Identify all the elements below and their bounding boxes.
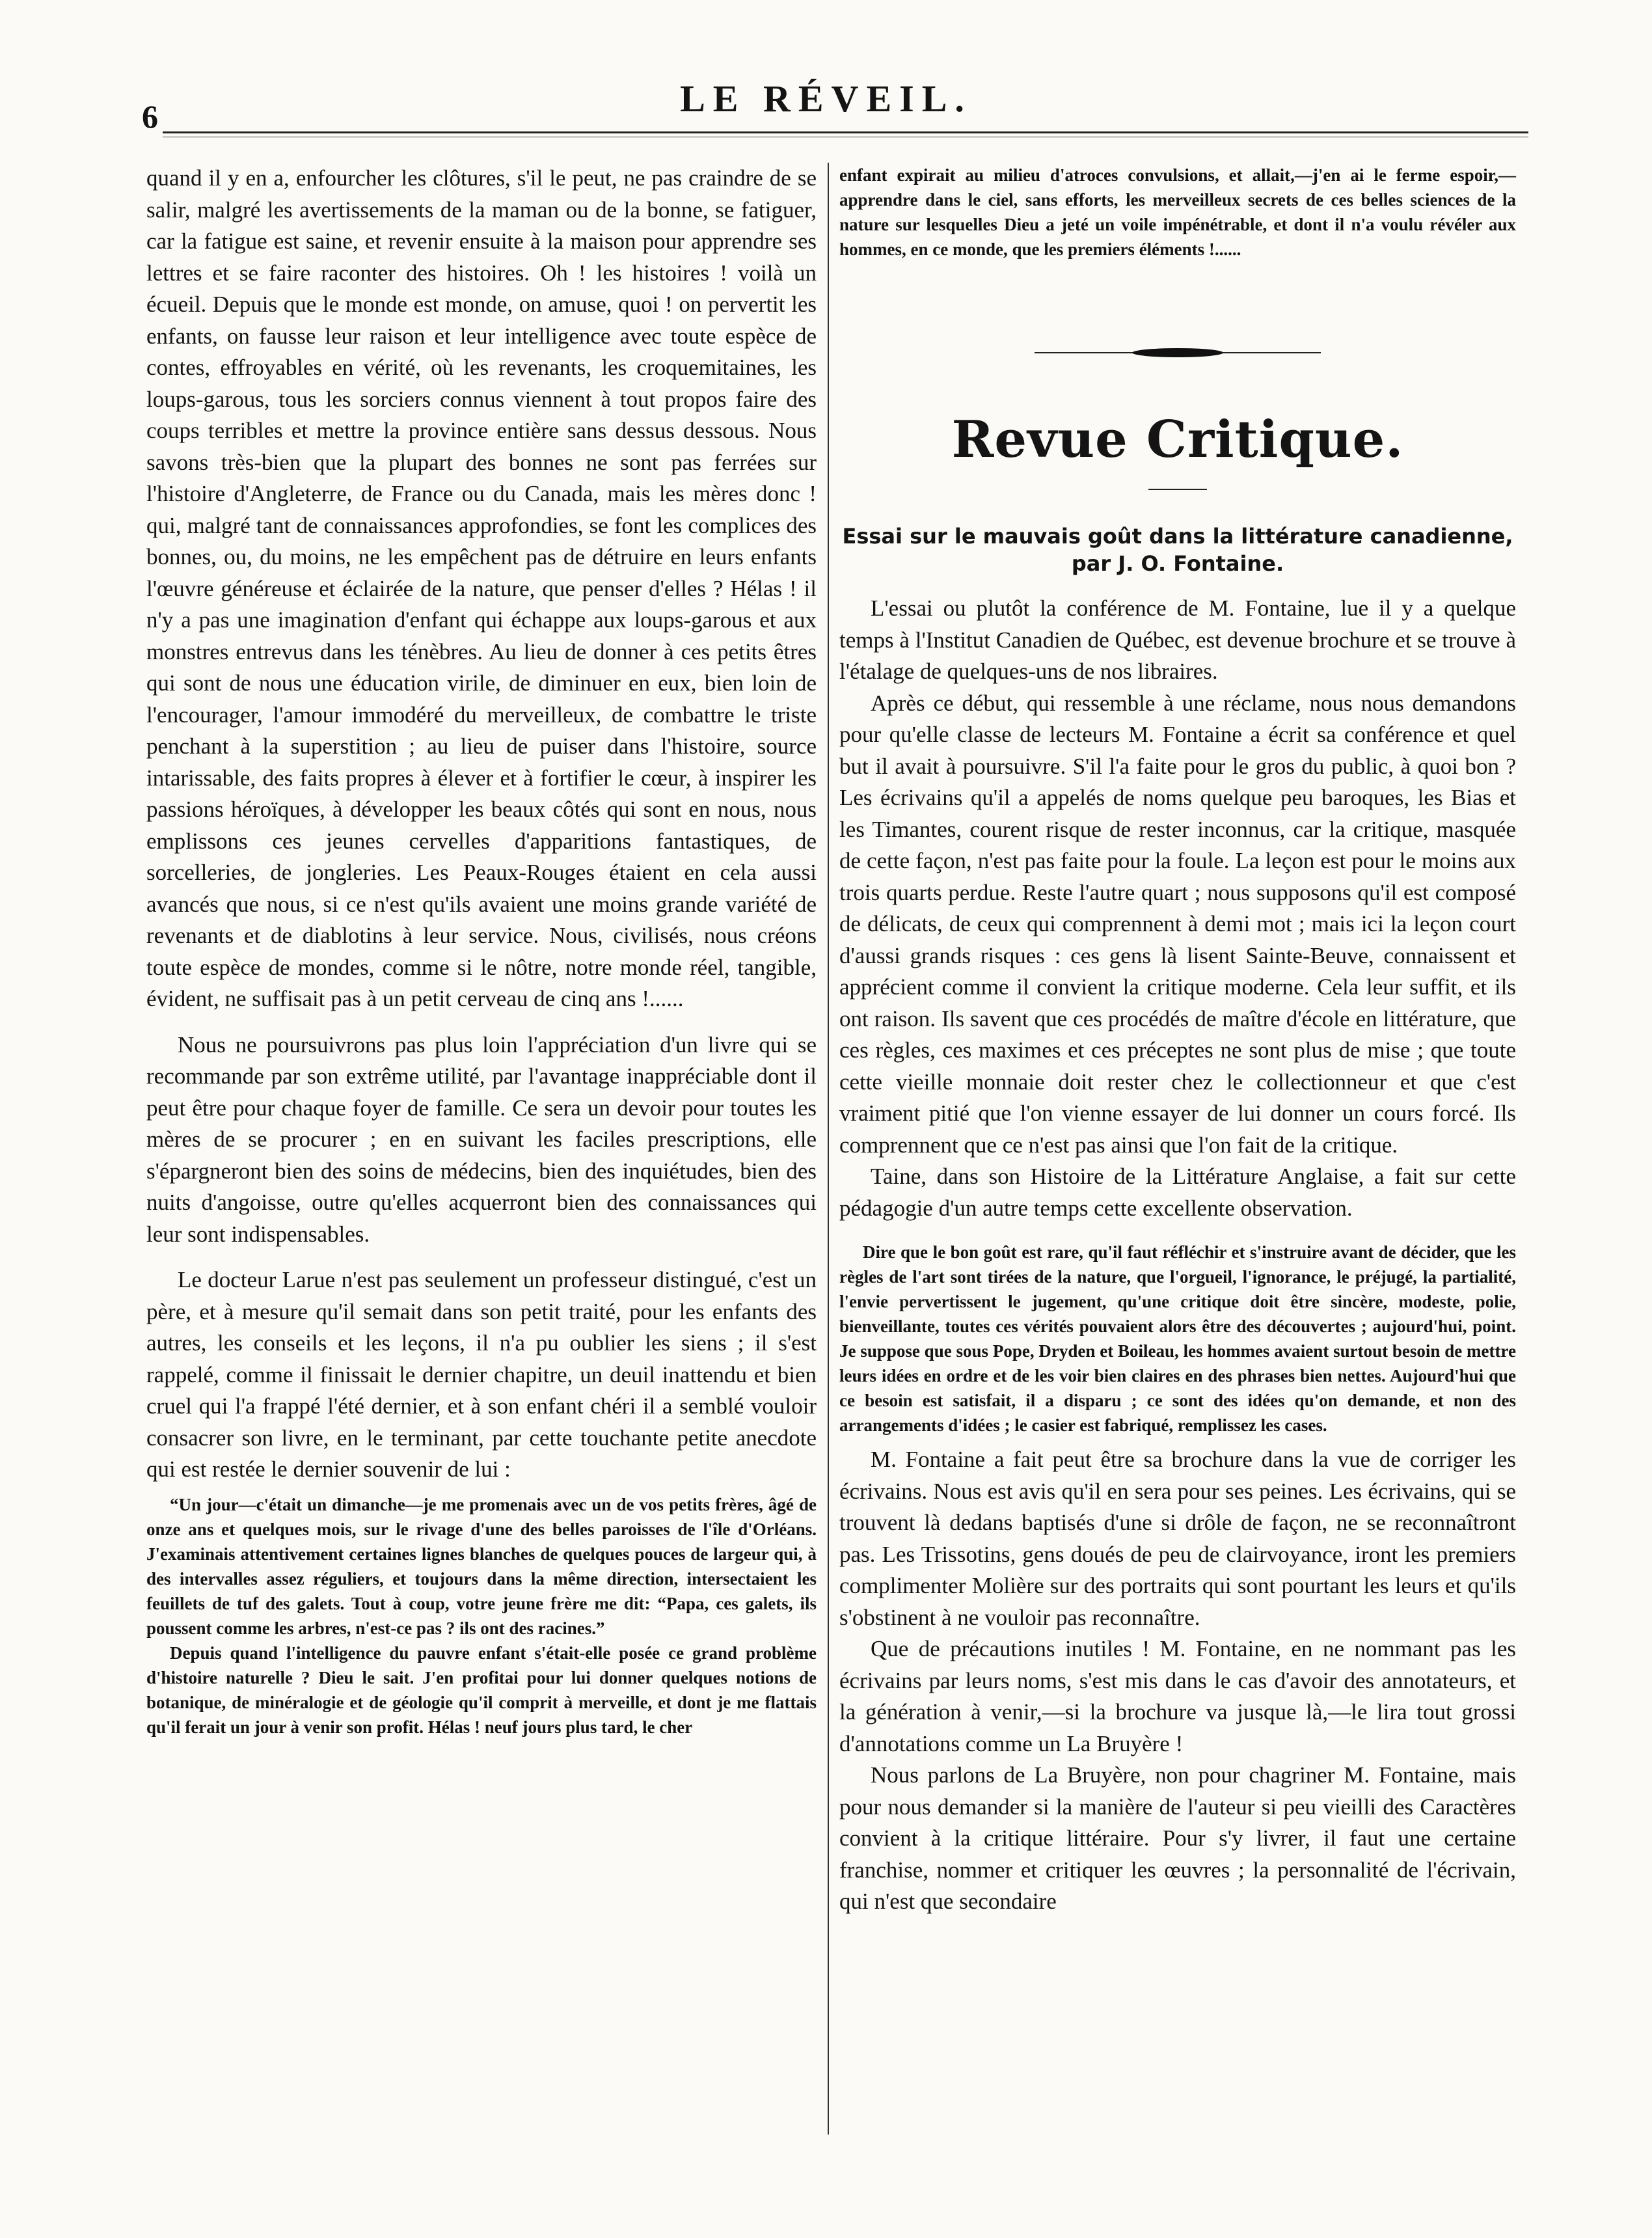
- right-paragraph-1: L'essai ou plutôt la conférence de M. Fontaine, lue il y a quelque temps à l'Institut Canadien de Québec, est devenue brochure et se trouve à l'étalage de quelques-uns de nos libraires.: [839, 595, 1516, 684]
- anecdote-quote-part-2: Depuis quand l'intelligence du pauvre enfant s'était-elle posée ce grand problème d'histoire naturelle ? Dieu le sait. J'en profitai pour lui donner quelques notions de botanique, de minéralogie et de géologie qu'il comprit à merveille, et dont je me flattais qu'il ferait un jour à venir son profit. Hélas ! neuf jours plus tard, le cher: [146, 1643, 817, 1737]
- taine-quote: [839, 1240, 1516, 1438]
- column-divider: [828, 163, 829, 2135]
- masthead-title: LE RÉVEIL.: [680, 77, 972, 120]
- title-rule: [1148, 489, 1207, 490]
- taine-quote-text: Dire que le bon goût est rare, qu'il faut réfléchir et s'instruire avant de décider, que les règles de l'art sont tirées de la nature, que l'orgueil, l'ignorance, le préjugé, la partialité, l'envie pervertissent le jugement, qu'une critique doit être sincère, modeste, polie, bienveillante, toutes ces vérités pouvaient alors être des découvertes ; aujourd'hui, point. Je suppose que sous Pope, Dryden et Boileau, les hommes avaient surtout besoin de mettre leurs idées en ordre et de les voir bien claires en des phrases bien nettes. Aujourd'hui que ce besoin est satisfait, il a disparu ; ce sont des idées qu'on demande, et non des arrangements d'idées ; le casier est fabriqué, remplissez les cases.: [839, 1242, 1516, 1435]
- anecdote-quote-part-1: “Un jour—c'était un dimanche—je me promenais avec un de vos petits frères, âgé de onze ans et quelques mois, sur le rivage d'une des belles paroisses de l'île d'Orléans. J'examinais attentivement certaines lignes blanches de quelques pouces de largeur qui, à des intervalles assez réguliers, et toujours dans la même direction, intersectaient les feuillets de tuf des galets. Tout à coup, votre jeune frère me dit: “Papa, ces galets, ils poussent comme les arbres, n'est-ce pas ? ils ont des racines.”: [146, 1494, 817, 1638]
- left-paragraph-2: Nous ne poursuivrons pas plus loin l'appréciation d'un livre qui se recommande par son extrême utilité, par l'avantage inappréciable dont il peut être pour chaque foyer de famille. Ce sera un devoir pour toutes les mères de se procurer ; en en suivant les faciles prescriptions, elle s'épargneront bien des soins de médecins, bien des inquiétudes, bien des nuits d'angoisse, outre qu'elles acquerront bien des connaissances qui leur sont indispensables.: [146, 1031, 817, 1247]
- anecdote-quote-continued: enfant expirait au milieu d'atroces convulsions, et allait,—j'en ai le ferme espoir,—apprendre dans le ciel, sans efforts, les merveilleux secrets de ces belles sciences de la nature sur lesquelles Dieu a jeté un voile impénétrable, et dont il n'a voulu révéler aux hommes, en ce monde, que les premiers éléments !......: [839, 165, 1516, 259]
- right-paragraph-3: Taine, dans son Histoire de la Littérature Anglaise, a fait sur cette pédagogie d'un autre temps cette excellente observation.: [839, 1164, 1516, 1221]
- left-paragraph-3: Le docteur Larue n'est pas seulement un professeur distingué, c'est un père, et à mesure qu'il semait dans son petit traité, pour les enfants des autres, les conseils et les leçons, il n'a pu oublier les siens ; il s'est rappelé, comme il finissait le dernier chapitre, un deuil inattendu et bien cruel qui l'a frappé l'été dernier, et à son enfant chéri il a semblé vouloir consacrer son livre, en le terminant, par cette touchante petite anecdote qui est restée le dernier souvenir de lui :: [146, 1267, 817, 1482]
- right-column: [839, 163, 1516, 1918]
- right-paragraph-6: Nous parlons de La Bruyère, non pour chagriner M. Fontaine, mais pour nous demander si la manière de l'auteur si peu vieilli des Caractères convient à la critique littéraire. Pour s'y livrer, il faut une certaine franchise, nommer et critiquer les œuvres ; la personnalité de l'écrivain, qui n'est que secondaire: [839, 1762, 1516, 1914]
- ornament-divider: [1035, 346, 1321, 359]
- right-paragraph-2: Après ce début, qui ressemble à une réclame, nous nous demandons pour qu'elle classe de lecteurs M. Fontaine a écrit sa conférence et quel but il avait à poursuivre. S'il l'a faite pour le gros du public, à quoi bon ? Les écrivains qu'il a appelés de noms quelque peu baroques, les Bias et les Timantes, courent risque de rester inconnus, car la critique, masquée de cette façon, n'est pas faite pour la foule. La leçon est pour le moins aux trois quarts perdue. Reste l'autre quart ; nous supposons qu'il est composé de délicats, de ceux qui comprennent à demi mot ; mais ici la leçon court d'aussi grands risques : ces gens là lisent Sainte-Beuve, connaissent et apprécient comme il convient la critique moderne. Cela leur suffit, et ils ont raison. Ils savent que ces procédés de maître d'école en littérature, que ces règles, ces maximes et ces préceptes ne sont plus de mise ; que toute cette vieille monnaie doit rester chez le collectionneur et que c'est vraiment pitié que l'on vienne essayer de lui donner un cours forcé. Ils comprennent que ce n'est pas ainsi que l'on fait de la critique.: [839, 690, 1516, 1158]
- page-number: 6: [142, 98, 158, 135]
- header-rule: [163, 131, 1528, 133]
- right-paragraph-5: Que de précautions inutiles ! M. Fontaine, en ne nommant pas les écrivains par leurs noms, s'est mis dans le cas d'avoir des annotateurs, et la génération à venir,—si la brochure va jusque là,—le lira tout grossi d'annotations comme un La Bruyère !: [839, 1636, 1516, 1756]
- left-column: [146, 163, 817, 1746]
- anecdote-quote: [146, 1492, 817, 1740]
- section-title: Revue Critique.: [951, 410, 1404, 469]
- essay-title: [839, 523, 1516, 577]
- essay-title-line-1: Essai sur le mauvais goût dans la littérature canadienne,: [842, 524, 1513, 549]
- essay-title-line-2: par J. O. Fontaine.: [1071, 551, 1284, 576]
- right-paragraph-4: M. Fontaine a fait peut être sa brochure dans la vue de corriger les écrivains. Nous est avis qu'il en sera pour ses peines. Les écrivains, qui se trouvent là dedans baptisés d'une si drôle de façon, ne se reconnaîtront pas. Les Trissotins, gens doués de peu de clairvoyance, iront les premiers complimenter Molière sur des portraits qui sont pourtant les leurs et qu'ils s'obstinent à ne vouloir pas reconnaître.: [839, 1447, 1516, 1630]
- left-paragraph-1: quand il y en a, enfourcher les clôtures, s'il le peut, ne pas craindre de se salir, malgré les avertissements de la maman ou de la bonne, se fatiguer, car la fatigue est saine, et revenir ensuite à la maison pour apprendre ses lettres et se faire raconter des histoires. Oh ! les histoires ! voilà un écueil. Depuis que le monde est monde, on amuse, quoi ! on pervertit les enfants, on fausse leur raison et leur intelligence avec toute espèce de contes, effroyables en vérité, où les revenants, les croquemitaines, les loups-garous, tous les sorciers connus viennent à tout propos faire des coups terribles et mettre la province entière sans dessus dessous. Nous savons très-bien que la plupart des bonnes ne sont pas ferrées sur l'histoire d'Angleterre, de France ou du Canada, mais les mères donc ! qui, malgré tant de connaissances approfondies, se font les complices des bonnes, ou, du moins, ne les empêchent pas de détruire en leurs enfants l'œuvre généreuse et éclairée de la nature, que penser d'elles ? Hélas ! il n'y a pas une imagination d'enfant qui échappe aux loups-garous et aux monstres entrevus dans les ténèbres. Au lieu de donner à ces petits êtres qui sont de nous une éducation virile, de diminuer en eux, bien loin de l'encourager, l'amour immodéré du merveilleux, de combattre le triste penchant à la superstition ; au lieu de puiser dans l'histoire, source intarissable, des faits propres à élever et à fortifier le cœur, à inspirer les passions héroïques, à développer les beaux côtés qui sont en nous, nous emplissons ces jeunes cervelles d'apparitions fantastiques, de sorcelleries, de jongleries. Les Peaux-Rouges étaient en cela aussi avancés que nous, si ce n'est qu'ils avaient une moins grande variété de revenants et de diablotins à leur service. Nous, civilisés, nous créons toute espèce de mondes, comme si le nôtre, notre monde réel, tangible, évident, ne suffisait pas à un petit cerveau de cinq ans !......: [146, 165, 817, 1011]
